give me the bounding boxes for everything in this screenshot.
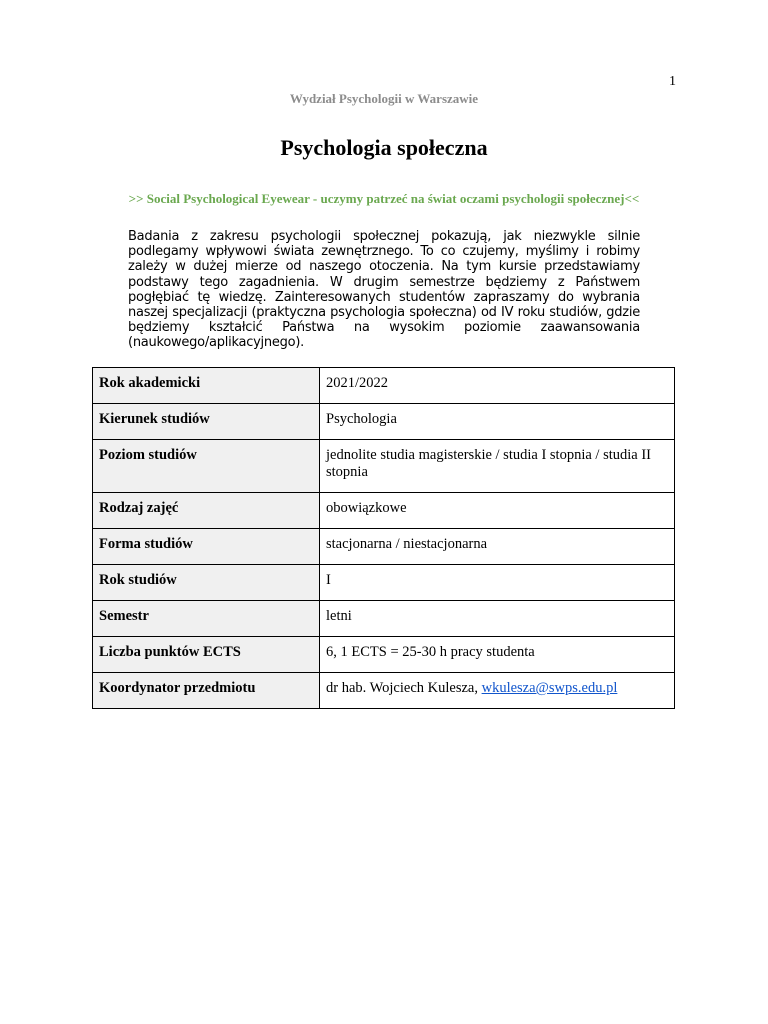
course-tagline: >> Social Psychological Eyewear - uczymy patrzeć na świat oczami psychologii społecznej<< bbox=[128, 191, 640, 206]
row-label-semester: Semestr bbox=[93, 601, 320, 637]
course-title: Psychologia społeczna bbox=[280, 135, 488, 160]
row-label-year-of-study: Rok studiów bbox=[93, 565, 320, 601]
row-value-study-form: stacjonarna / niestacjonarna bbox=[320, 529, 675, 565]
course-description: Badania z zakresu psychologii społecznej pokazują, jak niezwykle silnie podlegamy wpływowi świata zewnętrznego. To co czujemy, myślimy i robimy zależy w dużej mierze od naszego otoczenia. Na tym kursie przedstawiamy podstawy tego zagadnienia. W drugim semestrze będziemy z Państwem pogłębiać tę wiedzę. Zainteresowanych studentów zapraszamy do wybrania naszej specjalizacji (praktyczna psychologia społeczna) od IV roku studiów, gdzie będziemy kształcić Państwa na wysokim poziomie zaawansowania (naukowego/aplikacyjnego). bbox=[128, 229, 640, 351]
table-row bbox=[93, 673, 675, 709]
row-value-field-of-study: Psychologia bbox=[320, 404, 675, 440]
row-value-course-type: obowiązkowe bbox=[320, 493, 675, 529]
coordinator-name: dr hab. Wojciech Kulesza, bbox=[326, 680, 482, 696]
row-value-coordinator-cell bbox=[320, 673, 675, 709]
table-row bbox=[93, 404, 675, 440]
table-row bbox=[93, 529, 675, 565]
row-label-ects: Liczba punktów ECTS bbox=[93, 637, 320, 673]
row-value-semester: letni bbox=[320, 601, 675, 637]
faculty-header: Wydział Psychologii w Warszawie bbox=[289, 91, 479, 106]
row-label-study-level: Poziom studiów bbox=[93, 440, 320, 493]
row-value-study-level: jednolite studia magisterskie / studia I stopnia / studia II stopnia bbox=[320, 440, 675, 493]
table-row bbox=[93, 440, 675, 493]
row-label-coordinator: Koordynator przedmiotu bbox=[93, 673, 320, 709]
row-label-academic-year: Rok akademicki bbox=[93, 368, 320, 404]
table-row bbox=[93, 601, 675, 637]
row-label-study-form: Forma studiów bbox=[93, 529, 320, 565]
row-value-academic-year: 2021/2022 bbox=[320, 368, 675, 404]
row-label-field-of-study: Kierunek studiów bbox=[93, 404, 320, 440]
row-value-year-of-study: I bbox=[320, 565, 675, 601]
page-number: 1 bbox=[669, 74, 676, 89]
table-row bbox=[93, 565, 675, 601]
table-row bbox=[93, 637, 675, 673]
course-info-table bbox=[92, 367, 675, 709]
coordinator-email-link[interactable]: wkulesza@swps.edu.pl bbox=[481, 680, 618, 696]
row-value-ects: 6, 1 ECTS = 25-30 h pracy studenta bbox=[320, 637, 675, 673]
table-row bbox=[93, 493, 675, 529]
table-row bbox=[93, 368, 675, 404]
row-label-course-type: Rodzaj zajęć bbox=[93, 493, 320, 529]
